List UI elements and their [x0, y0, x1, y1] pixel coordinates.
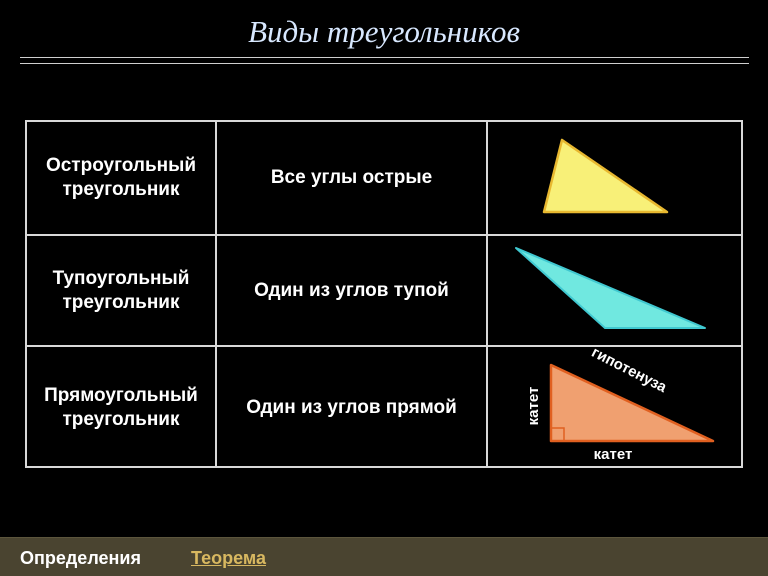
acute-triangle-name: Остроугольный треугольник [45, 155, 197, 200]
obtuse-triangle-description: Один из углов тупой [254, 279, 449, 301]
definitions-link[interactable]: Определения [20, 548, 141, 568]
right-triangle-description: Один из углов прямой [246, 396, 457, 418]
obtuse-triangle-shape [516, 248, 705, 328]
acute-triangle-shape [544, 140, 667, 212]
title-divider-top [20, 57, 749, 58]
navigation-bar [0, 537, 768, 576]
hypotenuse-label: гипотенуза [588, 343, 670, 397]
acute-triangle-description: Все углы острые [270, 167, 433, 188]
title-divider-bottom [20, 63, 749, 64]
triangle-illustrations [27, 122, 741, 466]
obtuse-triangle-name: Тупоугольный треугольник [52, 267, 190, 313]
vertical-leg-label: катет [525, 386, 542, 426]
page-title: Виды треугольников [248, 14, 520, 49]
triangle-types-table [25, 120, 743, 468]
horizontal-leg-label: катет [593, 446, 633, 463]
theorem-link[interactable]: Теорема [191, 548, 266, 568]
right-triangle-name: Прямоугольный треугольник [44, 384, 198, 430]
